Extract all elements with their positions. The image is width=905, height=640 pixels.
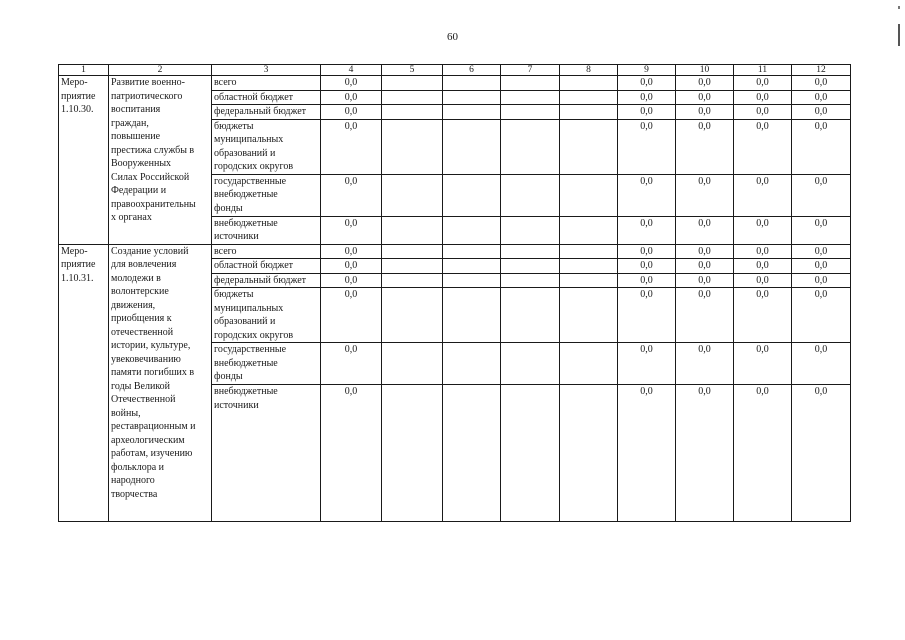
value-cell: 0,0 bbox=[321, 216, 382, 244]
column-header: 2 bbox=[109, 65, 212, 76]
value-cell: 0,0 bbox=[792, 244, 851, 259]
value-cell: 0,0 bbox=[618, 90, 676, 105]
value-cell: 0,0 bbox=[792, 216, 851, 244]
value-cell bbox=[382, 105, 443, 120]
value-cell bbox=[443, 90, 501, 105]
value-cell bbox=[443, 259, 501, 274]
scan-edge-mark bbox=[898, 6, 900, 9]
column-header: 9 bbox=[618, 65, 676, 76]
value-cell: 0,0 bbox=[618, 119, 676, 174]
value-cell bbox=[443, 119, 501, 174]
value-cell: 0,0 bbox=[734, 76, 792, 91]
value-cell bbox=[560, 288, 618, 343]
value-cell bbox=[501, 273, 560, 288]
value-cell bbox=[501, 288, 560, 343]
value-cell bbox=[560, 90, 618, 105]
value-cell bbox=[560, 385, 618, 522]
value-cell bbox=[382, 259, 443, 274]
value-cell bbox=[382, 288, 443, 343]
column-header: 10 bbox=[676, 65, 734, 76]
scan-edge-mark bbox=[898, 24, 900, 46]
measure-code: Меро- приятие 1.10.30. bbox=[59, 76, 109, 245]
value-cell: 0,0 bbox=[321, 76, 382, 91]
value-cell bbox=[501, 90, 560, 105]
value-cell: 0,0 bbox=[321, 174, 382, 216]
value-cell: 0,0 bbox=[618, 273, 676, 288]
column-number-row bbox=[59, 65, 851, 76]
value-cell: 0,0 bbox=[618, 216, 676, 244]
value-cell: 0,0 bbox=[792, 174, 851, 216]
value-cell bbox=[382, 273, 443, 288]
column-header: 8 bbox=[560, 65, 618, 76]
value-cell bbox=[501, 244, 560, 259]
value-cell: 0,0 bbox=[618, 288, 676, 343]
measure-description: Развитие военно- патриотического воспитания граждан, повышение престижа службы в Вооруженных Силах Российской Федерации и правоохранительны х органах bbox=[109, 76, 212, 245]
value-cell bbox=[560, 216, 618, 244]
value-cell: 0,0 bbox=[321, 343, 382, 385]
value-cell: 0,0 bbox=[792, 273, 851, 288]
value-cell bbox=[443, 76, 501, 91]
column-header: 5 bbox=[382, 65, 443, 76]
value-cell: 0,0 bbox=[734, 119, 792, 174]
value-cell: 0,0 bbox=[676, 343, 734, 385]
value-cell bbox=[382, 385, 443, 522]
value-cell: 0,0 bbox=[734, 105, 792, 120]
funding-source: государственные внебюджетные фонды bbox=[212, 343, 321, 385]
value-cell: 0,0 bbox=[618, 76, 676, 91]
funding-source: внебюджетные источники bbox=[212, 385, 321, 522]
table-row bbox=[59, 76, 851, 91]
value-cell bbox=[443, 273, 501, 288]
value-cell bbox=[501, 216, 560, 244]
funding-source: всего bbox=[212, 76, 321, 91]
value-cell bbox=[560, 273, 618, 288]
value-cell bbox=[501, 343, 560, 385]
value-cell: 0,0 bbox=[734, 244, 792, 259]
value-cell bbox=[501, 119, 560, 174]
column-header: 3 bbox=[212, 65, 321, 76]
funding-source: бюджеты муниципальных образований и городских округов bbox=[212, 288, 321, 343]
value-cell: 0,0 bbox=[676, 288, 734, 343]
value-cell: 0,0 bbox=[792, 90, 851, 105]
value-cell: 0,0 bbox=[676, 76, 734, 91]
value-cell: 0,0 bbox=[676, 273, 734, 288]
value-cell: 0,0 bbox=[321, 259, 382, 274]
value-cell: 0,0 bbox=[618, 174, 676, 216]
value-cell bbox=[382, 90, 443, 105]
value-cell: 0,0 bbox=[792, 105, 851, 120]
value-cell: 0,0 bbox=[618, 244, 676, 259]
value-cell bbox=[443, 105, 501, 120]
page-number: 60 bbox=[447, 31, 458, 43]
value-cell bbox=[501, 259, 560, 274]
value-cell: 0,0 bbox=[321, 90, 382, 105]
value-cell: 0,0 bbox=[734, 216, 792, 244]
value-cell: 0,0 bbox=[734, 288, 792, 343]
funding-source: областной бюджет bbox=[212, 259, 321, 274]
value-cell: 0,0 bbox=[792, 259, 851, 274]
funding-source: областной бюджет bbox=[212, 90, 321, 105]
value-cell: 0,0 bbox=[618, 259, 676, 274]
measure-code: Меро- приятие 1.10.31. bbox=[59, 244, 109, 522]
value-cell: 0,0 bbox=[618, 343, 676, 385]
table-row bbox=[59, 244, 851, 259]
value-cell: 0,0 bbox=[676, 174, 734, 216]
value-cell bbox=[443, 174, 501, 216]
value-cell bbox=[560, 76, 618, 91]
funding-source: федеральный бюджет bbox=[212, 273, 321, 288]
value-cell bbox=[443, 385, 501, 522]
value-cell bbox=[382, 119, 443, 174]
value-cell: 0,0 bbox=[792, 76, 851, 91]
value-cell bbox=[560, 244, 618, 259]
value-cell: 0,0 bbox=[676, 119, 734, 174]
value-cell bbox=[443, 216, 501, 244]
value-cell: 0,0 bbox=[321, 273, 382, 288]
value-cell: 0,0 bbox=[734, 174, 792, 216]
value-cell bbox=[382, 343, 443, 385]
value-cell: 0,0 bbox=[618, 385, 676, 522]
value-cell: 0,0 bbox=[734, 259, 792, 274]
funding-source: бюджеты муниципальных образований и городских округов bbox=[212, 119, 321, 174]
value-cell: 0,0 bbox=[792, 343, 851, 385]
column-header: 4 bbox=[321, 65, 382, 76]
value-cell: 0,0 bbox=[734, 273, 792, 288]
value-cell bbox=[382, 76, 443, 91]
value-cell bbox=[382, 244, 443, 259]
column-header: 6 bbox=[443, 65, 501, 76]
funding-source: всего bbox=[212, 244, 321, 259]
value-cell: 0,0 bbox=[676, 90, 734, 105]
value-cell: 0,0 bbox=[676, 105, 734, 120]
value-cell: 0,0 bbox=[676, 259, 734, 274]
value-cell: 0,0 bbox=[734, 385, 792, 522]
value-cell: 0,0 bbox=[676, 385, 734, 522]
value-cell: 0,0 bbox=[618, 105, 676, 120]
value-cell: 0,0 bbox=[734, 90, 792, 105]
value-cell bbox=[560, 105, 618, 120]
value-cell bbox=[501, 76, 560, 91]
column-header: 12 bbox=[792, 65, 851, 76]
value-cell: 0,0 bbox=[676, 216, 734, 244]
value-cell: 0,0 bbox=[792, 119, 851, 174]
funding-source: государственные внебюджетные фонды bbox=[212, 174, 321, 216]
value-cell bbox=[443, 244, 501, 259]
value-cell: 0,0 bbox=[321, 105, 382, 120]
value-cell: 0,0 bbox=[321, 244, 382, 259]
value-cell bbox=[443, 288, 501, 343]
column-header: 7 bbox=[501, 65, 560, 76]
value-cell: 0,0 bbox=[321, 288, 382, 343]
value-cell bbox=[501, 174, 560, 216]
value-cell: 0,0 bbox=[676, 244, 734, 259]
budget-table bbox=[58, 64, 851, 522]
measure-description: Создание условий для вовлечения молодежи в волонтерские движения, приобщения к отечественной истории, культуре, увековечиванию памяти погибших в годы Великой Отечественной войны, реставрационным и археологическим работам, изучению фольклора и народного творчества bbox=[109, 244, 212, 522]
value-cell: 0,0 bbox=[734, 343, 792, 385]
column-header: 1 bbox=[59, 65, 109, 76]
value-cell: 0,0 bbox=[321, 119, 382, 174]
value-cell: 0,0 bbox=[792, 385, 851, 522]
value-cell bbox=[382, 216, 443, 244]
funding-source: внебюджетные источники bbox=[212, 216, 321, 244]
value-cell bbox=[443, 343, 501, 385]
value-cell bbox=[382, 174, 443, 216]
value-cell bbox=[560, 174, 618, 216]
funding-source: федеральный бюджет bbox=[212, 105, 321, 120]
value-cell: 0,0 bbox=[321, 385, 382, 522]
value-cell: 0,0 bbox=[792, 288, 851, 343]
value-cell bbox=[560, 119, 618, 174]
value-cell bbox=[560, 259, 618, 274]
column-header: 11 bbox=[734, 65, 792, 76]
value-cell bbox=[501, 385, 560, 522]
value-cell bbox=[560, 343, 618, 385]
value-cell bbox=[501, 105, 560, 120]
